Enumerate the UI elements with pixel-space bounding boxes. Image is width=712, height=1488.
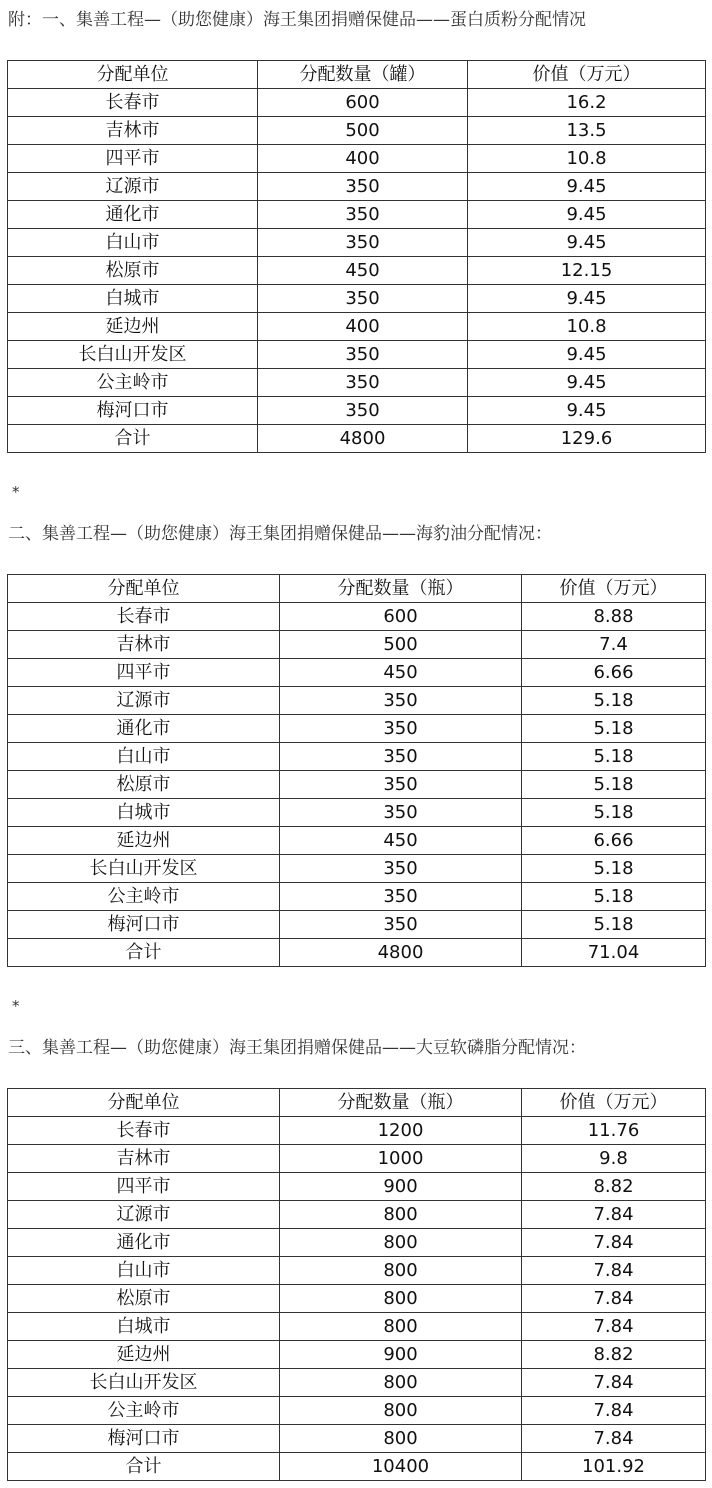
cell-quantity: 800 [280,1313,522,1341]
section-title-seal-oil: 二、集善工程—（助您健康）海王集团捐赠保健品——海豹油分配情况： [8,524,552,544]
cell-unit: 四平市 [8,659,280,687]
cell-unit: 合计 [8,1453,280,1481]
table-row [8,883,706,911]
column-header-unit: 分配单位 [8,1089,280,1117]
cell-quantity: 350 [280,911,522,939]
column-header-quantity: 分配数量（瓶） [280,1089,522,1117]
cell-quantity: 900 [280,1173,522,1201]
cell-value: 5.18 [522,715,706,743]
cell-unit: 辽源市 [8,173,258,201]
cell-quantity: 600 [280,603,522,631]
cell-quantity: 450 [280,659,522,687]
table-row [8,715,706,743]
cell-value: 9.45 [468,341,706,369]
cell-value: 7.84 [522,1257,706,1285]
table-row [8,855,706,883]
cell-value: 9.45 [468,285,706,313]
cell-value: 5.18 [522,771,706,799]
cell-unit: 合计 [8,425,258,453]
column-header-quantity: 分配数量（罐） [258,61,468,89]
cell-unit: 长春市 [8,89,258,117]
cell-value: 5.18 [522,743,706,771]
cell-value: 5.18 [522,911,706,939]
cell-quantity: 600 [258,89,468,117]
cell-unit: 松原市 [8,257,258,285]
cell-value: 7.4 [522,631,706,659]
cell-unit: 通化市 [8,1229,280,1257]
cell-value: 6.66 [522,659,706,687]
cell-quantity: 350 [258,173,468,201]
cell-value: 8.82 [522,1341,706,1369]
cell-unit: 长白山开发区 [8,1369,280,1397]
table-row [8,1257,706,1285]
cell-quantity: 400 [258,313,468,341]
column-header-value: 价值（万元） [522,1089,706,1117]
cell-value: 9.45 [468,229,706,257]
table-row [8,1145,706,1173]
cell-unit: 松原市 [8,1285,280,1313]
table-total-row [8,939,706,967]
table-row [8,687,706,715]
cell-unit: 吉林市 [8,631,280,659]
cell-quantity: 350 [280,883,522,911]
table-row [8,771,706,799]
cell-quantity: 1000 [280,1145,522,1173]
cell-value: 8.82 [522,1173,706,1201]
cell-value: 9.45 [468,201,706,229]
cell-quantity: 350 [258,369,468,397]
cell-unit: 梅河口市 [8,1425,280,1453]
cell-quantity: 800 [280,1285,522,1313]
cell-value: 101.92 [522,1453,706,1481]
table-header-row [8,1089,706,1117]
cell-value: 6.66 [522,827,706,855]
cell-unit: 公主岭市 [8,883,280,911]
cell-unit: 公主岭市 [8,1397,280,1425]
table-total-row [8,425,706,453]
allocation-table-protein-powder [7,60,706,453]
table-row [8,603,706,631]
cell-unit: 辽源市 [8,1201,280,1229]
cell-value: 5.18 [522,799,706,827]
cell-value: 13.5 [468,117,706,145]
cell-quantity: 800 [280,1397,522,1425]
table-row [8,89,706,117]
cell-unit: 四平市 [8,145,258,173]
cell-unit: 合计 [8,939,280,967]
table-row [8,1173,706,1201]
cell-unit: 松原市 [8,771,280,799]
table-row [8,1425,706,1453]
table-row [8,285,706,313]
cell-value: 8.88 [522,603,706,631]
column-header-quantity: 分配数量（瓶） [280,575,522,603]
cell-quantity: 800 [280,1257,522,1285]
cell-unit: 白城市 [8,285,258,313]
table-row [8,1229,706,1257]
table-row [8,631,706,659]
cell-value: 7.84 [522,1425,706,1453]
cell-unit: 延边州 [8,827,280,855]
column-header-value: 价值（万元） [522,575,706,603]
cell-unit: 公主岭市 [8,369,258,397]
cell-quantity: 450 [258,257,468,285]
cell-quantity: 350 [280,715,522,743]
cell-quantity: 400 [258,145,468,173]
cell-value: 7.84 [522,1369,706,1397]
table-row [8,799,706,827]
cell-unit: 白山市 [8,743,280,771]
cell-value: 9.45 [468,173,706,201]
cell-unit: 通化市 [8,715,280,743]
cell-unit: 白城市 [8,1313,280,1341]
cell-unit: 梅河口市 [8,911,280,939]
cell-unit: 梅河口市 [8,397,258,425]
table-row [8,145,706,173]
cell-value: 9.45 [468,369,706,397]
cell-quantity: 800 [280,1369,522,1397]
table-row [8,1117,706,1145]
cell-unit: 长白山开发区 [8,341,258,369]
cell-value: 10.8 [468,313,706,341]
table-row [8,1341,706,1369]
cell-value: 7.84 [522,1313,706,1341]
cell-quantity: 800 [280,1201,522,1229]
table-row [8,369,706,397]
table-row [8,229,706,257]
cell-quantity: 900 [280,1341,522,1369]
cell-quantity: 350 [258,229,468,257]
table-total-row [8,1453,706,1481]
separator-asterisk: * [12,997,20,1015]
table-row [8,257,706,285]
separator-asterisk: * [12,483,20,501]
cell-value: 16.2 [468,89,706,117]
cell-value: 129.6 [468,425,706,453]
column-header-unit: 分配单位 [8,575,280,603]
cell-value: 11.76 [522,1117,706,1145]
cell-unit: 吉林市 [8,117,258,145]
cell-quantity: 350 [258,285,468,313]
table-row [8,911,706,939]
cell-unit: 白城市 [8,799,280,827]
table-row [8,827,706,855]
cell-quantity: 350 [280,743,522,771]
cell-value: 5.18 [522,687,706,715]
cell-unit: 白山市 [8,1257,280,1285]
cell-value: 5.18 [522,855,706,883]
table-row [8,743,706,771]
cell-quantity: 500 [280,631,522,659]
cell-quantity: 350 [280,799,522,827]
cell-unit: 长春市 [8,1117,280,1145]
cell-value: 10.8 [468,145,706,173]
cell-value: 7.84 [522,1229,706,1257]
cell-quantity: 350 [258,341,468,369]
table-row [8,1313,706,1341]
table-row [8,1201,706,1229]
table-row [8,173,706,201]
cell-value: 9.45 [468,397,706,425]
cell-quantity: 800 [280,1425,522,1453]
cell-unit: 吉林市 [8,1145,280,1173]
table-row [8,341,706,369]
table-row [8,1397,706,1425]
table-header-row [8,575,706,603]
cell-quantity: 4800 [258,425,468,453]
table-row [8,659,706,687]
cell-quantity: 350 [280,771,522,799]
cell-value: 7.84 [522,1201,706,1229]
cell-unit: 四平市 [8,1173,280,1201]
allocation-table-seal-oil [7,574,706,967]
cell-unit: 白山市 [8,229,258,257]
cell-quantity: 800 [280,1229,522,1257]
table-header-row [8,61,706,89]
cell-unit: 延边州 [8,313,258,341]
cell-quantity: 350 [280,855,522,883]
section-title-protein-powder: 附：一、集善工程—（助您健康）海王集团捐赠保健品——蛋白质粉分配情况 [8,10,586,30]
cell-unit: 长春市 [8,603,280,631]
table-row [8,201,706,229]
cell-unit: 通化市 [8,201,258,229]
cell-value: 71.04 [522,939,706,967]
cell-quantity: 10400 [280,1453,522,1481]
cell-unit: 延边州 [8,1341,280,1369]
column-header-value: 价值（万元） [468,61,706,89]
table-row [8,117,706,145]
cell-value: 7.84 [522,1397,706,1425]
cell-unit: 长白山开发区 [8,855,280,883]
column-header-unit: 分配单位 [8,61,258,89]
cell-quantity: 4800 [280,939,522,967]
cell-quantity: 350 [258,397,468,425]
cell-quantity: 450 [280,827,522,855]
cell-value: 7.84 [522,1285,706,1313]
section-title-soy-lecithin: 三、集善工程—（助您健康）海王集团捐赠保健品——大豆软磷脂分配情况： [8,1038,586,1058]
table-row [8,313,706,341]
cell-value: 9.8 [522,1145,706,1173]
cell-unit: 辽源市 [8,687,280,715]
cell-quantity: 1200 [280,1117,522,1145]
cell-quantity: 350 [280,687,522,715]
table-row [8,1285,706,1313]
cell-value: 12.15 [468,257,706,285]
allocation-table-soy-lecithin [7,1088,706,1481]
cell-value: 5.18 [522,883,706,911]
cell-quantity: 350 [258,201,468,229]
table-row [8,397,706,425]
table-row [8,1369,706,1397]
cell-quantity: 500 [258,117,468,145]
